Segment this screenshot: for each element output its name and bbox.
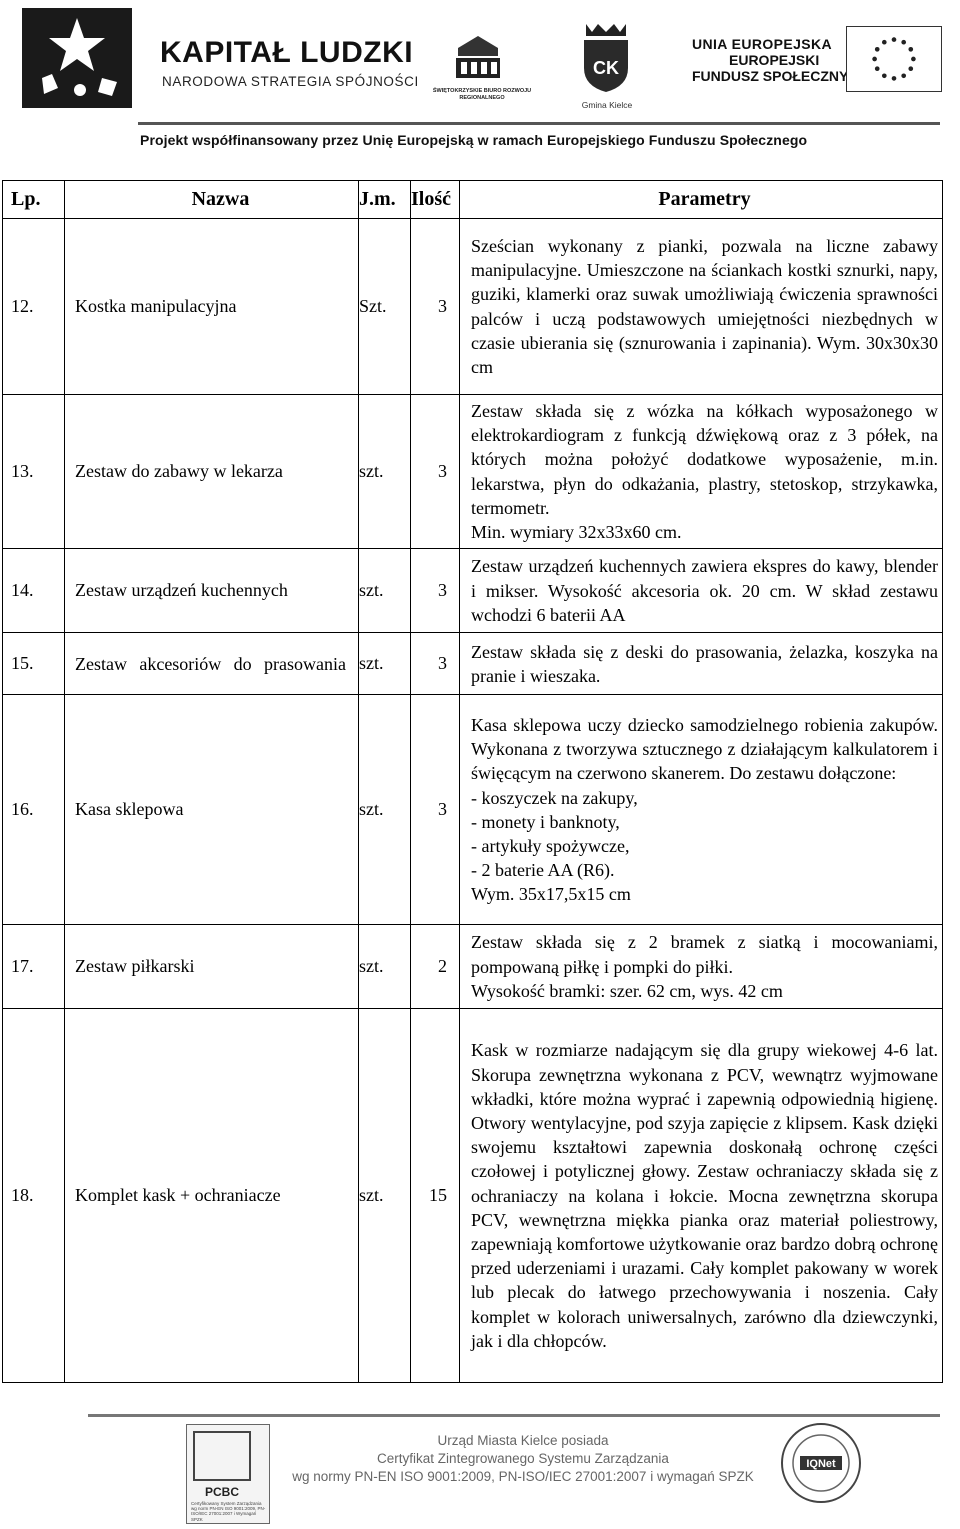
pcbc-certificate-badge <box>186 1424 270 1524</box>
row-lp: 17. <box>3 925 65 1009</box>
row-unit: szt. <box>359 633 411 695</box>
row-params <box>460 695 943 925</box>
param-paragraph: Zestaw urządzeń kuchennych zawiera ekspres do kawy, blender i mikser. Wysokość akcesoria ok. 20 cm. W skład zestawu wchodzi 6 baterii AA <box>471 556 938 625</box>
header-lp: Lp. <box>3 181 65 219</box>
row-lp: 15. <box>3 633 65 695</box>
param-paragraph: Wysokość bramki: szer. 62 cm, wys. 42 cm <box>471 980 783 1001</box>
param-paragraph: Zestaw składa się z deski do prasowania, żelazka, koszyka na pranie i wieszaka. <box>471 641 938 686</box>
row-unit: szt. <box>359 549 411 633</box>
row-qty: 3 <box>411 219 460 395</box>
page-header <box>0 0 960 160</box>
table-row <box>3 633 943 695</box>
row-lp: 13. <box>3 395 65 549</box>
row-params <box>460 395 943 549</box>
table-row <box>3 695 943 925</box>
row-name: Zestaw urządzeń kuchennych <box>65 549 359 633</box>
table-row <box>3 549 943 633</box>
row-name: Kasa sklepowa <box>65 695 359 925</box>
row-name: Kostka manipulacyjna <box>65 219 359 395</box>
row-qty: 3 <box>411 395 460 549</box>
gmina-kielce-crest <box>578 22 634 94</box>
footer-line-3: wg normy PN-EN ISO 9001:2009, PN-ISO/IEC 27001:2007 i wymagań SPZK <box>292 1469 754 1484</box>
row-unit: szt. <box>359 395 411 549</box>
footer-divider <box>88 1414 940 1417</box>
ue-efs-text <box>692 36 848 84</box>
row-lp: 16. <box>3 695 65 925</box>
kapital-ludzki-title: KAPITAŁ LUDZKI <box>160 36 414 69</box>
footer-line-1: Urząd Miasta Kielce posiada <box>437 1433 609 1448</box>
param-paragraph: - artykuły spożywcze, <box>471 835 630 856</box>
table-header-row <box>3 181 943 219</box>
param-paragraph: Min. wymiary 32x33x60 cm. <box>471 522 682 543</box>
row-params <box>460 219 943 395</box>
param-paragraph: - monety i banknoty, <box>471 811 620 832</box>
footer-line-2: Certyfikat Zintegrowanego Systemu Zarządzania <box>377 1451 669 1466</box>
param-paragraph: Kasa sklepowa uczy dziecko samodzielnego robienia zakupów. Wykonana z tworzywa sztucznego z działającym kalkulatorem i święcącym na czerwono skanerem. Do zestawu dołączone: <box>471 714 938 784</box>
iqnet-label: IQNet <box>806 1458 836 1470</box>
row-qty: 15 <box>411 1009 460 1383</box>
param-paragraph: Zestaw składa się z 2 bramek z siatką i mocowaniami, pompowaną piłkę i pompki do piłki. <box>471 932 938 977</box>
row-params <box>460 633 943 695</box>
row-unit: szt. <box>359 695 411 925</box>
row-unit: Szt. <box>359 219 411 395</box>
pcbc-note: Certyfikowany System Zarządzania wg norm PN-EN ISO 9001:2009, PN-ISO/IEC 27001:2007 i Wymagań SPZK <box>191 1501 266 1522</box>
param-paragraph: Sześcian wykonany z pianki, pozwala na liczne zabawy manipulacyjne. Umieszczone na ściankach kostki sznurki, napy, guziki, klamerki oraz suwak umożliwiają ćwiczenia sprawności palców i uczą podstawowych umiejętności niezbędnych w czasie ubierania się (sznurowania i zapinania). Wym. 30x30x30 cm <box>471 235 938 377</box>
svg-text:CK: CK <box>593 58 619 78</box>
row-params <box>460 1009 943 1383</box>
row-qty: 3 <box>411 549 460 633</box>
header-params: Parametry <box>460 181 943 219</box>
ue-line-3: FUNDUSZ SPOŁECZNY <box>692 68 849 84</box>
header-qty: Ilość <box>411 181 460 219</box>
param-paragraph: - 2 baterie AA (R6). <box>471 860 615 881</box>
row-qty: 3 <box>411 633 460 695</box>
pcbc-emblem-icon <box>193 1431 251 1481</box>
sbrr-logo <box>452 34 504 86</box>
items-table <box>2 180 943 1383</box>
header-divider <box>138 122 940 125</box>
param-paragraph: Wym. 35x17,5x15 cm <box>471 884 631 905</box>
cofinancing-caption: Projekt współfinansowany przez Unię Europejską w ramach Europejskiego Funduszu Społecznego <box>140 132 808 148</box>
table-row <box>3 925 943 1009</box>
row-params <box>460 925 943 1009</box>
row-unit: szt. <box>359 1009 411 1383</box>
kapital-ludzki-subtitle: NARODOWA STRATEGIA SPÓJNOŚCI <box>162 74 419 89</box>
row-params <box>460 549 943 633</box>
ue-line-1: UNIA EUROPEJSKA <box>692 36 833 52</box>
row-unit: szt. <box>359 925 411 1009</box>
iqnet-certified-seal-icon <box>780 1422 862 1504</box>
table-row <box>3 1009 943 1383</box>
pcbc-label: PCBC <box>204 1485 239 1499</box>
row-name: Zestaw akcesoriów do prasowania <box>65 633 359 695</box>
row-lp: 12. <box>3 219 65 395</box>
header-unit: J.m. <box>359 181 411 219</box>
row-lp: 18. <box>3 1009 65 1383</box>
param-paragraph: Kask w rozmiarze nadającym się dla grupy wiekowej 4-6 lat. Skorupa zewnętrzna wykonana z PCV, wewnątrz wyjmowane wkładki, które można wyprać i zapewnią odpowiednią higienę. Otwory wentylacyjne, pod szyja zapięcie z klipsem. Kask dzięki swojemu kształtowi zapewnia doskonałą ochronę części czołowej i potylicznej głowy. Zestaw ochraniaczy składa się z ochraniaczy na kolana i łokcie. Mocna zewnętrzna skorupa PCV, wewnętrzna miękka pianka oraz materiał poliestrowy, zapewniają komfortowe użytkowanie oraz bardzo dobrą ochronę przed uderzeniami i urazami. Cały komplet pakowany w worek lub plecak do łatwego przechowywania i noszenia. Cały komplet w kolorach uniwersalnych, zarówno dla dziewczynki, jak i dla chłopców. <box>471 1040 938 1351</box>
kapital-ludzki-logo <box>22 8 132 108</box>
row-name: Komplet kask + ochraniacze <box>65 1009 359 1383</box>
gmina-kielce-caption: Gmina Kielce <box>581 100 633 110</box>
sbrr-caption: ŚWIĘTOKRZYSKIE BIURO ROZWOJU REGIONALNEGO <box>432 88 532 101</box>
row-qty: 3 <box>411 695 460 925</box>
footer-certificate-text <box>292 1432 754 1486</box>
ue-line-2: EUROPEJSKI <box>729 52 820 68</box>
table-row <box>3 395 943 549</box>
header-name: Nazwa <box>65 181 359 219</box>
row-name: Zestaw do zabawy w lekarza <box>65 395 359 549</box>
eu-flag-icon <box>846 26 942 92</box>
param-paragraph: - koszyczek na zakupy, <box>471 787 638 808</box>
table-row <box>3 219 943 395</box>
row-name: Zestaw piłkarski <box>65 925 359 1009</box>
row-lp: 14. <box>3 549 65 633</box>
row-qty: 2 <box>411 925 460 1009</box>
param-paragraph: Zestaw składa się z wózka na kółkach wyposażonego w elektrokardiogram z funkcją dźwiękową oraz z 3 półek, na których można położyć dodatkowe wyposażenie, m.in. lekarstwa, płyn do odkażania, plastry, stetoskop, strzykawka, termometr. <box>471 401 938 518</box>
